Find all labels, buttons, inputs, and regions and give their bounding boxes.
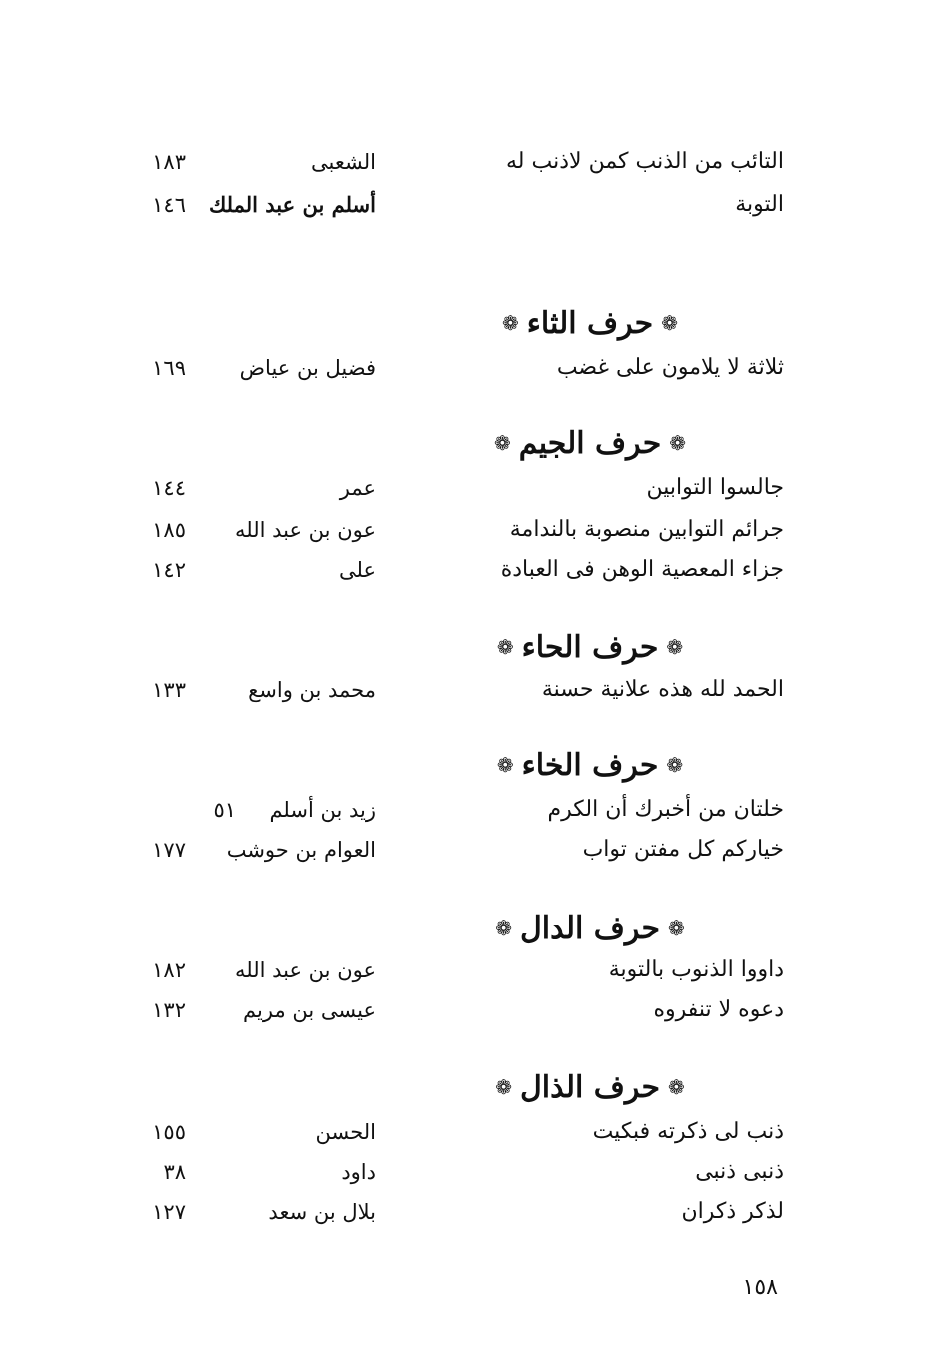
- ornament-icon: ❁: [668, 1075, 685, 1099]
- entry-page: ١٣٢: [152, 998, 186, 1022]
- ornament-icon: ❁: [495, 916, 512, 940]
- section-heading: [440, 298, 740, 348]
- section-heading-label: حرف الخاء: [521, 747, 659, 783]
- ornament-icon: ❁: [496, 753, 514, 777]
- entry-title: ثلاثة لا يلامون على غضب: [556, 355, 784, 380]
- entry-title: جزاء المعصية الوهن فى العبادة: [500, 557, 784, 582]
- entry-page: ١٥٥: [152, 1120, 186, 1144]
- entry-page: ١٨٥: [152, 518, 186, 542]
- entry-attribution: عمر: [339, 476, 376, 500]
- entry-attribution: فضيل بن عياض: [239, 356, 376, 380]
- section-heading: [440, 903, 740, 953]
- entry-attribution: عيسى بن مريم: [243, 998, 376, 1022]
- ornament-icon: ❁: [668, 916, 685, 940]
- entry-title: ذنب لى ذكرته فبكيت: [592, 1119, 784, 1144]
- section-heading-label: حرف الثاء: [526, 305, 654, 341]
- section-heading-label: حرف الذال: [520, 1069, 660, 1105]
- entry-attribution: عون بن عبد الله: [235, 518, 376, 542]
- section-heading: [440, 622, 740, 672]
- index-row: [0, 510, 936, 550]
- ornament-icon: ❁: [495, 1075, 512, 1099]
- index-row: [0, 950, 936, 990]
- index-row: [0, 468, 936, 508]
- entry-attribution: الشعبى: [311, 150, 376, 174]
- entry-title: جالسوا التوابين: [646, 475, 784, 500]
- section-heading: [440, 740, 740, 790]
- index-row: [0, 790, 936, 830]
- entry-page: ٥١: [213, 798, 236, 822]
- index-row: [0, 185, 936, 225]
- ornament-icon: ❁: [493, 431, 511, 455]
- entry-page: ١٢٧: [152, 1200, 186, 1224]
- entry-attribution: أسلم بن عبد الملك: [208, 192, 376, 217]
- entry-attribution: زيد بن أسلم: [269, 798, 376, 822]
- index-row: [0, 142, 936, 182]
- entry-attribution: داود: [341, 1160, 376, 1184]
- entry-title: الحمد لله هذه علانية حسنة: [541, 677, 784, 702]
- ornament-icon: ❁: [666, 753, 684, 777]
- entry-page: ١٦٩: [152, 356, 186, 380]
- entry-attribution: عون بن عبد الله: [235, 958, 376, 982]
- index-row: [0, 1152, 936, 1192]
- entry-title: خلتان من أخبرك أن الكرم: [547, 797, 784, 822]
- index-row: [0, 990, 936, 1030]
- entry-title: التوبة: [735, 192, 784, 217]
- entry-attribution: الحسن: [315, 1120, 376, 1144]
- entry-title: خياركم كل مفتن تواب: [582, 837, 784, 862]
- entry-title: دعوه لا تنفروه: [653, 997, 784, 1022]
- entry-attribution: بلال بن سعد: [268, 1200, 376, 1224]
- ornament-icon: ❁: [661, 311, 678, 335]
- index-row: [0, 348, 936, 388]
- index-row: [0, 1112, 936, 1152]
- section-heading: [440, 1062, 740, 1112]
- entry-title: جرائم التوابين منصوبة بالندامة: [509, 517, 784, 542]
- entry-title: ذنبى ذنبى: [695, 1159, 784, 1184]
- entry-attribution: العوام بن حوشب: [226, 838, 376, 862]
- entry-page: ١٧٧: [152, 838, 186, 862]
- entry-page: ١٤٤: [152, 476, 186, 500]
- index-row: [0, 830, 936, 870]
- entry-page: ٣٨: [163, 1160, 186, 1184]
- entry-page: ١٨٣: [152, 150, 186, 174]
- index-row: [0, 550, 936, 590]
- entry-attribution: على: [339, 558, 376, 582]
- entry-title: لذكر ذكران: [681, 1199, 784, 1224]
- entry-page: ١٤٦: [152, 193, 186, 217]
- entry-page: ١٨٢: [152, 958, 186, 982]
- entry-attribution: محمد بن واسع: [248, 678, 376, 702]
- ornament-icon: ❁: [666, 635, 684, 659]
- entry-title: داووا الذنوب بالتوبة: [608, 957, 784, 982]
- ornament-icon: ❁: [496, 635, 514, 659]
- ornament-icon: ❁: [502, 311, 519, 335]
- index-row: [0, 1192, 936, 1232]
- ornament-icon: ❁: [669, 431, 687, 455]
- entry-page: ١٣٣: [152, 678, 186, 702]
- page-number: ١٥٨: [742, 1275, 778, 1300]
- section-heading-label: حرف الدال: [520, 910, 660, 946]
- entry-title: التائب من الذنب كمن لاذنب له: [506, 149, 784, 174]
- section-heading-label: حرف الجيم: [518, 425, 662, 461]
- index-row: [0, 670, 936, 710]
- section-heading-label: حرف الحاء: [521, 629, 659, 665]
- section-heading: [440, 418, 740, 468]
- entry-page: ١٤٢: [152, 558, 186, 582]
